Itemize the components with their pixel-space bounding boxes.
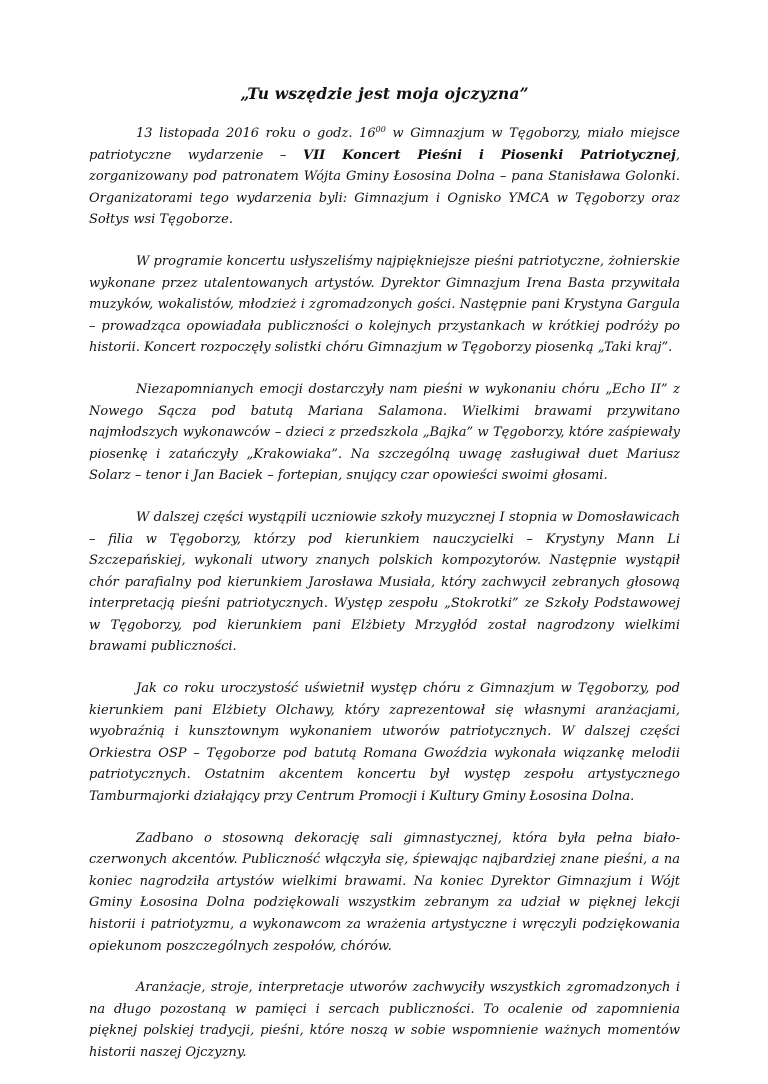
paragraph-intro-text-a: 13 listopada 2016 roku o godz. 16 (136, 126, 376, 141)
paragraph-music-school: W dalszej części wystąpili uczniowie szkoły muzycznej I stopnia w Domosławicach – filia w Tęgoborzy, którzy pod kierunkiem nauczycielki – Krystyny Mann Li Szczepańskiej, wykonali utwory znanych polskich kompozytorów. Następnie wystąpił chór parafialny pod kierunkiem Jarosława Musiała, który zachwycił zebranych głosową interpretacją pieśni patriotycznych. Występ zespołu „Stokrotki” ze Szkoły Podstawowej w Tęgoborzy, pod kierunkiem pani Elżbiety Mrzygłód został nagrodzony wielkimi brawami publiczności. (89, 509, 680, 655)
document-title: „Tu wszędzie jest moja ojczyzna” (240, 84, 529, 103)
paragraph-intro-text-b: w Gimnazjum w Tęgoborzy, miało miejsce patriotyczne wydarzenie – (89, 126, 681, 163)
paragraph-decoration: Zadbano o stosowną dekorację sali gimnastycznej, która była pełna biało-czerwonych akcentów. Publiczność włączyła się, śpiewając najbardziej znane pieśni, a na koniec nagrodziła artystów wielkimi brawami. Na koniec Dyrektor Gimnazjum i Wójt Gminy Łososina Dolna podziękowali wszystkim zebranym za udział w pięknej lekcji historii i patriotyzmu, a wykonawcom za wrażenia artystyczne i wręczyli podziękowania opiekunom poszczególnych zespołów, chórów. (89, 830, 680, 954)
document-page (89, 84, 680, 1084)
concert-name: VII Koncert Pieśni i Piosenki Patriotycznej (303, 147, 676, 163)
paragraph-intro-text-c: , zorganizowany pod patronatem Wójta Gminy Łososina Dolna – pana Stanisława Golonki. Organizatorami tego wydarzenia byli: Gimnazjum i Ognisko YMCA w Tęgoborzy oraz Sołtys wsi Tęgoborze. (89, 147, 680, 228)
time-superscript: 00 (375, 125, 386, 134)
paragraph-program: W programie koncertu usłyszeliśmy najpiękniejsze pieśni patriotyczne, żołnierskie wykonane przez utalentowanych artystów. Dyrektor Gimnazjum Irena Basta przywitała muzyków, wokalistów, młodzież i zgromadzonych gości. Następnie pani Krystyna Gargula – prowadząca opowiadała publiczności o kolejnych przystankach w krótkiej podróży po historii. Koncert rozpoczęły solistki chóru Gimnazjum w Tęgoborzy piosenką „Taki kraj”. (89, 253, 680, 356)
paragraph-closing: Aranżacje, stroje, interpretacje utworów zachwyciły wszystkich zgromadzonych i na długo pozostaną w pamięci i sercach publiczności. To ocalenie od zapomnienia pięknej polskiej tradycji, pieśni, które noszą w sobie wspomnienie ważnych momentów historii naszej Ojczyzny. (89, 980, 680, 1060)
paragraph-choir: Jak co roku uroczystość uświetnił występ chóru z Gimnazjum w Tęgoborzy, pod kierunkiem pani Elżbiety Olchawy, który zaprezentował się własnymi aranżacjami, wyobraźnią i kunsztownym wykonaniem utworów patriotycznych. W dalszej części Orkiestra OSP – Tęgoborze pod batutą Romana Gwoździa wykonała wiązankę melodii patriotycznych. Ostatnim akcentem koncertu był występ zespołu artystycznego Tamburmajorki działający przy Centrum Promocji i Kultury Gminy Łososina Dolna. (89, 681, 680, 805)
paragraph-emotions: Niezapomnianych emocji dostarczyły nam pieśni w wykonaniu chóru „Echo II” z Nowego Sącza pod batutą Mariana Salamona. Wielkimi brawami przywitano najmłodszych wykonawców – dzieci z przedszkola „Bajka” w Tęgoborzy, które zaśpiewały piosenkę i zatańczyły „Krakowiaka”. Na szczególną uwagę zasługiwał duet Mariusz Solarz – tenor i Jan Baciek – fortepian, snujący czar opowieści swoimi głosami. (89, 381, 680, 484)
paragraph-intro (89, 123, 680, 231)
